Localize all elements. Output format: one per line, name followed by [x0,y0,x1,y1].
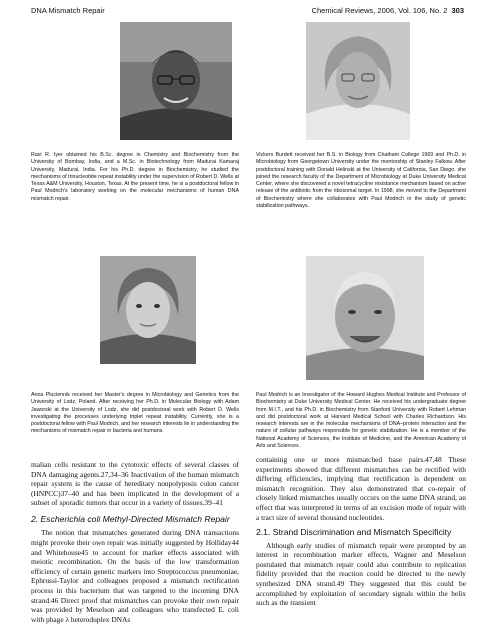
left-column [31,460,239,624]
running-header [0,0,495,22]
author-photo-pluciennik [100,256,196,364]
author-photo-iyer [120,22,232,140]
bio-modrich: Paul Modrich is an Investigator of the Howard Hughes Medical Institute and Professor of Biochemistry at Duke University Medical Center. He received his undergraduate degree from M.I.T., and his Ph.D. in Biochemistry from Stanford University with Robert Lehman and did postdoctoral work at Harvard Medical School with Charles Richardson. His research interests are in the molecular mechanisms of DNA–protein interaction and the nature of cellular pathways responsible for genetic stabilization. He is a member of the National Academy of Sciences, the Institute of Medicine, and the American Academy of Arts and Sciences. [256,392,466,450]
journal-section: DNA Mismatch Repair [31,6,105,15]
section-heading-2-1: 2.1. Strand Discrimination and Mismatch Specificity [256,527,452,538]
right-paragraph-2: Although early studies of mismatch repair were prompted by an interest in recombination marker effects, Wagner and Meselson postulated that mismatch repair could also contribute to replication fidelity provided that the reaction could be directed to the newly synthesized DNA strand.49 They suggested that this could be accomplished by exploitation of secondary signals within the helix such as the transient [256,540,466,608]
right-paragraph-1: containing one or more mismatched base pairs.47,48 These experiments showed that different mismatches can be rectified with differing efficiencies, implying that rectification is dependent on mismatch recognition. They also demonstrated that co-repair of closely linked mismatches usually occurs on the same DNA strand, an effect that was interpreted in terms of an excision mode of repair with a tract size of several thousand nucleotides. [256,455,466,522]
section-heading-2: 2. Escherichia coli Methyl-Directed Mismatch Repair [31,513,230,524]
bio-burdett: Vickers Burdett received her B.S. in Biology from Chatham College 1969 and Ph.D. in Microbiology from Georgetown University under the mentorship of Stanley Falkow. After postdoctoral training with Donald Helinski at the University of California, San Diego, she joined the research faculty of the Department of Microbiology at Duke University Medical Center, where she discovered a novel tetracycline resistance mechanism based on active release of the antibiotic from the ribosomal target. In 1998, she moved to the Department of Biochemistry where she collaborates with Paul Modrich in the study of genetic stabilization pathways. [256,152,466,210]
author-photo-burdett [306,22,410,140]
right-column [256,455,466,608]
bio-pluciennik: Anna Pluciennik received her Master's degree in Microbiology and Genetics from the University of Lodz, Poland. After receiving her Ph.D. in Molecular Biology with Adam Jaworski at the University of Lodz, she did postdoctoral work with Robert D. Wells investigating the processes underlying triplet repeat instability. Currently, she is a postdoctoral fellow with Paul Modrich, and her research interests lie in understanding the mechanisms of mismatch repair in bacteria and humans. [31,392,239,435]
left-paragraph-2: The notion that mismatches generated during DNA transactions might provoke their own repair was initially suggested by Holliday44 and Whitehouse45 to account for marker effects associated with meiotic recombination. On the basis of the low transformation efficiency of certain genetic markers into Streptococcus pneumoniae, Ephrussi-Taylor and colleagues proposed a mismatch rectification process in this bacterium that was targeted to the incoming DNA strand.46 Direct proof that mismatches can provoke their own repair was provided by Meselson and colleagues who transfected E. coli with phage λ heteroduplex DNAs [31,528,239,624]
citation-line [312,6,464,15]
left-paragraph-1: malian cells resistant to the cytotoxic effects of several classes of DNA damaging agents.27,34–36 Inactivation of the human mismatch repair system is the cause of hereditary nonpolyposis colon cancer (HNPCC)37–40 and has been implicated in the development of a subset of sporadic tumors that occur in a variety of tissues.39–41 [31,460,239,508]
page-number: 303 [451,6,464,15]
author-photo-modrich [306,256,424,380]
bio-iyer: Ravi R. Iyer obtained his B.Sc. degree in Chemistry and Biochemistry from the University of Bombay, India, and a M.Sc. in Biotechnology from Madurai Kamaraj University, Madurai, India. For his Ph.D. degree in Biochemistry, he studied the mechanisms of trinucleotide repeat instability under the supervision of Robert D. Wells at Texas A&M University, Houston, Texas. At the present time, he is a postdoctoral fellow in Paul Modrich's laboratory working on the molecular mechanisms of human DNA mismatch repair. [31,152,239,202]
citation: Chemical Reviews, 2006, Vol. 106, No. 2 [311,6,448,15]
